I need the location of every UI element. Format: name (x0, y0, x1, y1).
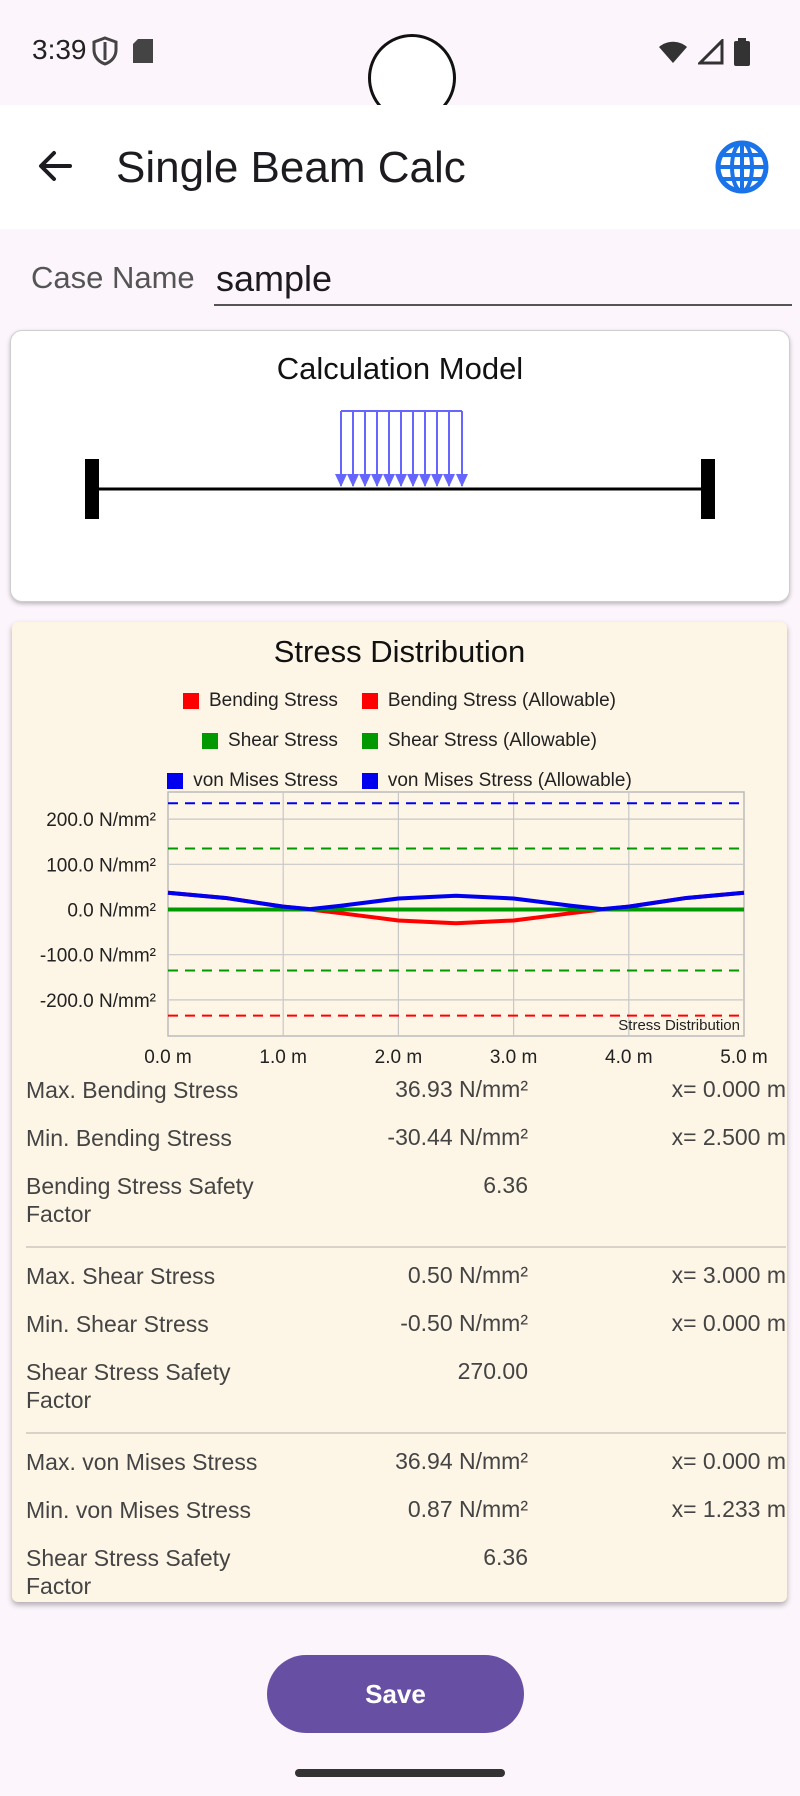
mises-sf-value: 6.36 (483, 1544, 528, 1570)
y-tick-label: -200.0 N/mm² (39, 990, 156, 1012)
bending-min-pos: x= 2.500 m (671, 1124, 786, 1150)
wifi-icon (658, 40, 688, 64)
status-time: 3:39 (32, 34, 87, 65)
x-tick-label: 5.0 m (720, 1047, 768, 1068)
mises-max-value: 36.94 N/mm² (395, 1448, 528, 1474)
result-row-bending-max (26, 1072, 786, 1120)
shear-min-value: -0.50 N/mm² (400, 1310, 528, 1336)
mises-sf-label: Shear Stress Safety Factor (26, 1545, 231, 1599)
status-icons-right (658, 38, 750, 66)
divider (26, 1432, 786, 1434)
shield-icon (92, 36, 118, 66)
calculation-model-card (10, 330, 790, 602)
page-title: Single Beam Calc (116, 143, 466, 192)
mises-min-label: Min. von Mises Stress (26, 1497, 251, 1523)
case-name-input[interactable] (214, 250, 792, 306)
x-tick-label: 2.0 m (374, 1047, 423, 1068)
bending-sf-label: Bending Stress Safety Factor (26, 1173, 254, 1227)
chart-corner-label: Stress Distribution (618, 1017, 740, 1034)
case-name-row (0, 250, 800, 320)
legend-shear-label: Shear Stress (228, 730, 338, 751)
status-bar (0, 0, 800, 105)
shear-sf-value: 270.00 (457, 1358, 528, 1384)
shear-max-pos: x= 3.000 m (671, 1262, 786, 1288)
legend-mises-allow-label: von Mises Stress (Allowable) (387, 770, 632, 791)
result-row-shear-max (26, 1258, 786, 1306)
result-row-mises-min (26, 1492, 786, 1540)
chart-title: Stress Distribution (273, 634, 526, 669)
mises-min-value: 0.87 N/mm² (407, 1496, 528, 1522)
model-title: Calculation Model (276, 351, 524, 386)
shear-max-label: Max. Shear Stress (26, 1263, 216, 1289)
right-support (701, 459, 715, 519)
y-tick-label: 100.0 N/mm² (46, 855, 156, 877)
beam-diagram (11, 331, 789, 601)
distributed-load (335, 411, 468, 487)
bending-min-label: Min. Bending Stress (26, 1125, 232, 1151)
x-tick-label: 4.0 m (605, 1047, 653, 1068)
mises-max-label: Max. von Mises Stress (26, 1449, 258, 1475)
mises-max-pos: x= 0.000 m (671, 1448, 786, 1474)
shear-sf-label: Shear Stress Safety Factor (26, 1359, 231, 1413)
bending-max-value: 36.93 N/mm² (395, 1076, 528, 1102)
shear-min-label: Min. Shear Stress (26, 1311, 209, 1337)
bending-sf-value: 6.36 (483, 1172, 528, 1198)
case-name-label: Case Name (31, 260, 195, 295)
result-row-mises-sf (26, 1540, 786, 1616)
y-tick-label: 0.0 N/mm² (67, 900, 156, 922)
result-row-shear-min (26, 1306, 786, 1354)
series-line (168, 893, 744, 909)
x-tick-label: 3.0 m (489, 1047, 538, 1068)
y-tick-label: -100.0 N/mm² (39, 945, 156, 967)
globe-icon[interactable] (714, 139, 770, 195)
status-icons-left (92, 36, 154, 66)
result-row-shear-sf (26, 1354, 786, 1430)
sd-card-icon (132, 38, 154, 64)
mises-min-pos: x= 1.233 m (671, 1496, 786, 1522)
y-tick-label: 200.0 N/mm² (46, 810, 156, 832)
signal-icon (698, 39, 724, 65)
app-bar (0, 105, 800, 229)
bending-max-label: Max. Bending Stress (26, 1077, 239, 1103)
stress-distribution-card (12, 622, 787, 1602)
legend-bending-label: Bending Stress (209, 690, 338, 711)
result-row-bending-sf (26, 1168, 786, 1244)
divider (26, 1246, 786, 1248)
legend-shear-allow-label: Shear Stress (Allowable) (387, 730, 597, 751)
x-tick-label: 1.0 m (259, 1047, 307, 1068)
x-tick-label: 0.0 m (144, 1047, 192, 1068)
left-support (85, 459, 99, 519)
shear-max-value: 0.50 N/mm² (407, 1262, 528, 1288)
battery-icon (734, 38, 750, 66)
back-arrow-icon[interactable] (30, 141, 80, 191)
bending-max-pos: x= 0.000 m (671, 1076, 786, 1102)
shear-min-pos: x= 0.000 m (671, 1310, 786, 1336)
legend-mises-label: von Mises Stress (193, 770, 338, 791)
legend-bending-allow-label: Bending Stress (Allowable) (387, 690, 616, 711)
save-button[interactable]: Save (267, 1655, 524, 1733)
stress-chart (12, 622, 787, 1072)
bending-min-value: -30.44 N/mm² (387, 1124, 528, 1150)
home-indicator[interactable] (295, 1769, 505, 1777)
result-row-bending-min (26, 1120, 786, 1168)
result-row-mises-max (26, 1444, 786, 1492)
results-table (26, 1072, 786, 1616)
